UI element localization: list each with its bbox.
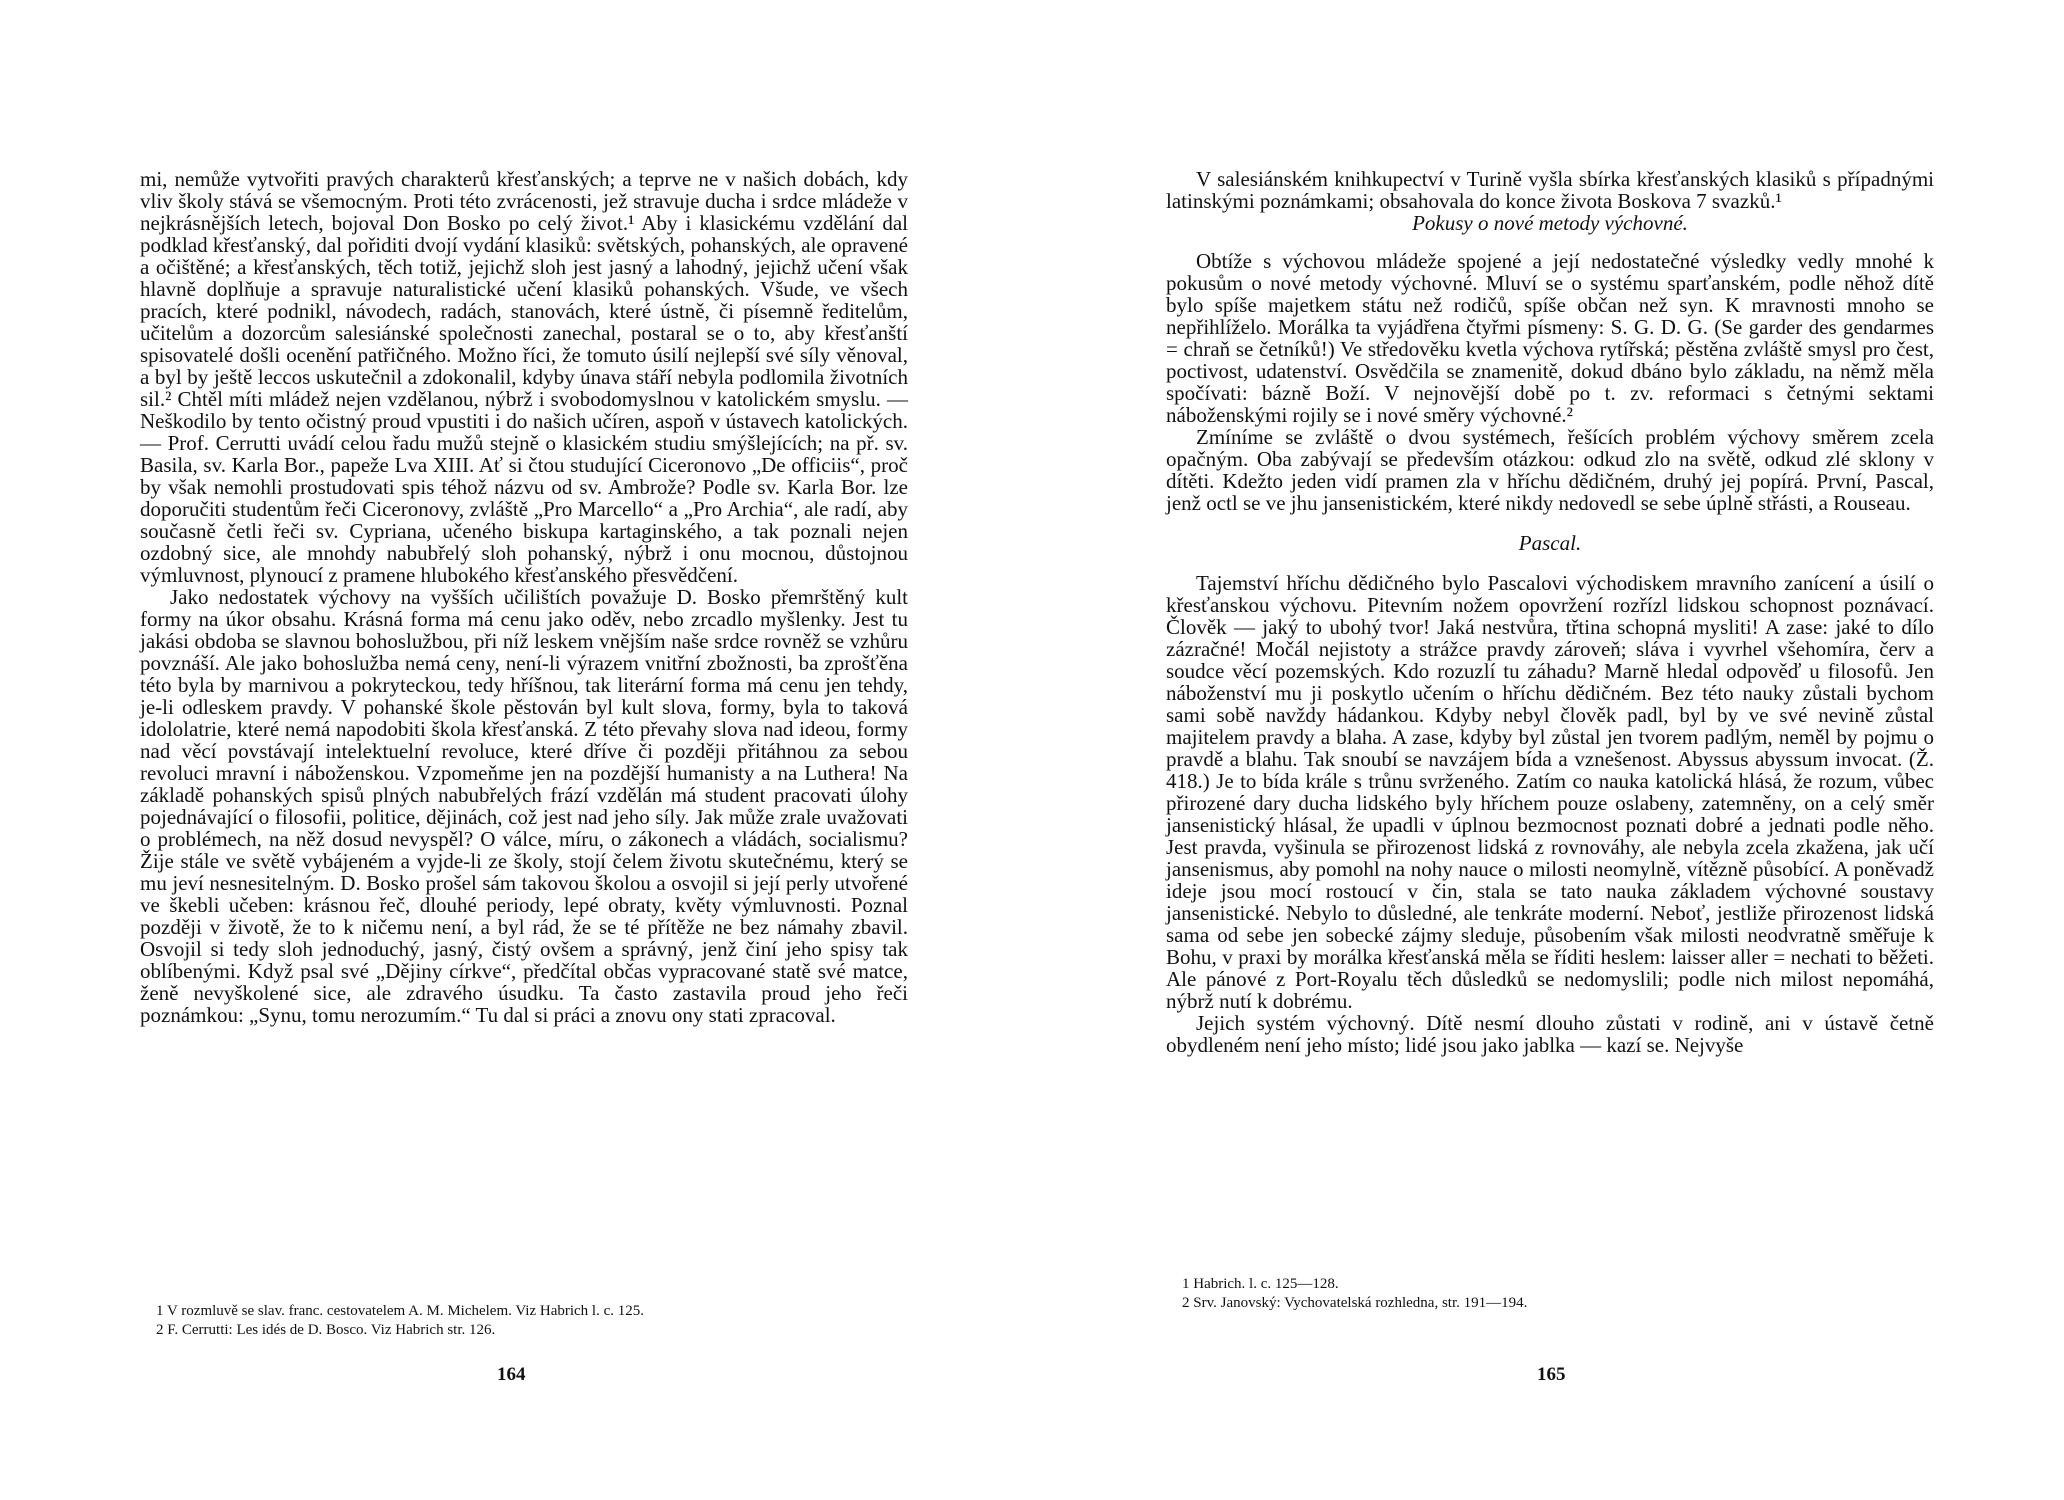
section-heading: Pascal. [1518,531,1582,555]
right-paragraph: Zmíníme se zvláště o dvou systémech, řešících problém výchovy směrem zcela opačným. Oba zabývají se především otázkou: odkud zlo na světě, odkud zlé sklony v dítěti. Kdežto jeden vidí pramen zla v hříchu dědičném, druhý jej popírá. První, Pascal, jenž octl se ve jhu jansenistickém, které nikdy nedovedl se sebe úplně střásti, a Rouseau. [1166,425,1934,515]
section-heading: Pokusy o nové metody výchovné. [1412,211,1688,235]
right-page-body [1166,168,1934,1056]
footnote: 1 V rozmluvě se slav. franc. cestovatelem A. M. Michelem. Viz Habrich l. c. 125. [156,1303,644,1319]
right-page [1032,0,2064,1500]
footnote: 2 F. Cerrutti: Les idés de D. Bosco. Viz Habrich str. 126. [156,1322,496,1338]
left-paragraph-1: mi, nemůže vytvořiti pravých charakterů křesťanských; a teprve ne v našich dobách, kdy vliv školy stává se všemocným. Proti této zvrácenosti, jež stravuje ducha i srdce mládeže v nejkrásnějších letech, bojoval Don Bosko po celý život.¹ Aby i klasickému vzdělání dal podklad křesťanský, dal pořiditi dvojí vydání klasiků: světských, pohanských, ale opravené a očištěné; a křesťanských, těch totiž, jejichž sloh jest jasný a lahodný, jejichž učení však hlavně doplňuje a spravuje naturalistické učení klasiků pohanských. Všude, ve všech pracích, které podnikl, návodech, radách, stanovách, které ústně, či písemně ředitelům, učitelům a dozorcům salesiánské společnosti zanechal, postaral se o to, aby křesťanští spisovatelé došli ocenění patřičného. Možno říci, že tomuto úsilí nejlepší své síly věnoval, a byl by ještě leccos uskutečnil a zdokonalil, kdyby únava stáří nebyla podlomila životních sil.² Chtěl míti mládež nejen vzdělanou, nýbrž i svobodomyslnou v katolickém smyslu. — Neškodilo by tento očistný proud vpustiti i do našich učíren, aspoň v ústavech katolických. — Prof. Cerrutti uvádí celou řadu mužů stejně o klasickém studiu smýšlejících; na př. sv. Basila, sv. Karla Bor., papeže Lva XIII. Ať si čtou studující Ciceronovo „De officiis“, proč by však nemohli prostudovati spis téhož názvu od sv. Ambrože? Podle sv. Karla Bor. lze doporučiti studentům řeči Ciceronovy, zvláště „Pro Marcello“ a „Pro Archia“, ale radí, aby současně četli řeči sv. Cypriana, učeného biskupa kartaginského, a tak poznali nejen ozdobný sice, ale mnohdy nabubřelý sloh pohanský, nýbrž i onu mocnou, důstojnou výmluvnost, plynoucí z pramene hlubokého křesťanského přesvědčení. [140,167,908,587]
right-intro-paragraph: V salesiánském knihkupectví v Turině vyšla sbírka křesťanských klasiků s případnými latinskými poznámkami; obsahovala do konce života Boskova 7 svazků.¹ [1166,167,1934,213]
left-page-body [140,168,908,1026]
right-paragraph: Jejich systém výchovný. Dítě nesmí dlouho zůstati v rodině, ani v ústavě četně obydleném není jeho místo; lidé jsou jako jablka — kazí se. Nejvyše [1166,1011,1934,1057]
footnote: 2 Srv. Janovský: Vychovatelská rozhledna, str. 191—194. [1182,1295,1528,1311]
left-paragraph-2: Jako nedostatek výchovy na vyšších učilištích považuje D. Bosko přemrštěný kult formy na úkor obsahu. Krásná forma má cenu jako oděv, nebo zrcadlo myšlenky. Jest tu jakási obdoba se slavnou bohoslužbou, při níž leskem vnějším naše srdce rovněž se vzhůru povznáší. Ale jako bohoslužba nemá ceny, není-li výrazem vnitřní zbožnosti, ba zprošťěna této byla by marnivou a pokryteckou, tedy hříšnou, tak literární forma má cenu jen tehdy, je-li odleskem pravdy. V pohanské škole pěstován byl kult slova, formy, byla to taková idololatrie, které nemá napodobiti škola křesťanská. Z této převahy slova nad ideou, formy nad věcí povstávají intelektuelní revoluce, které dříve či později přitáhnou za sebou revoluci mravní i náboženskou. Vzpomeňme jen na pozdější humanisty a na Luthera! Na základě pohanských spisů plných nabubřelých frází vzdělán má student pracovati úlohy pojednávající o filosofii, politice, dějinách, což jest nad jeho síly. Jak může zrale uvažovati o problémech, na něž dosud nevyspěl? O válce, míru, o zákonech a vládách, socialismu? Žije stále ve světě vybájeném a vyjde-li ze školy, stojí čelem životu skutečnému, který se mu jeví nesnesitelným. D. Bosko prošel sám takovou školou a osvojil si její perly utvořené ve škebli učeben: krásnou řeč, dlouhé periody, lepé obraty, květy výmluvnosti. Poznal později v životě, že to k ničemu není, a byl rád, že se té přítěže ne bez námahy zbavil. Osvojil si tedy sloh jednoduchý, jasný, čistý ovšem a správný, jenž činí jeho spisy tak oblíbenými. Když psal své „Dějiny církve“, předčítal občas vypracované statě své matce, ženě nevyškolené sice, ale zdravého úsudku. Ta často zastavila proud jeho řeči poznámkou: „Synu, tomu nerozumím.“ Tu dal si práci a znovu ony stati zpracoval. [140,585,908,1027]
right-footnotes [1166,1275,1926,1313]
right-paragraph: Tajemství hříchu dědičného bylo Pascalovi východiskem mravního zanícení a úsilí o křesťanskou výchovu. Pitevním nožem opovržení rozřízl lidskou schopnost poznávací. Člověk — jaký to ubohý tvor! Jaká nestvůra, třtina schopná mysliti! A zase: jaké to dílo zázračné! Močál nejistoty a strážce pravdy zároveň; sláva i vyvrhel všehomíra, červ a soudce věcí pozemských. Kdo rozuzlí tu záhadu? Marně hledal odpověď u filosofů. Jen náboženství mu ji poskytlo učením o hříchu dědičném. Bez této nauky zůstali bychom sami sobě navždy hádankou. Kdyby nebyl člověk padl, byl by ve své nevině zůstal majitelem pravdy a blaha. A zase, kdyby byl zůstal jen tvorem padlým, neměl by pojmu o pravdě a blahu. Tak snoubí se navzájem bída a vznešenost. Abyssus abyssum invocat. (Ž. 418.) Je to bída krále s trůnu svrženého. Zatím co nauka katolická hlásá, že rozum, vůbec přirozené dary ducha lidského byly hříchem pouze oslabeny, zatemněny, on a celý směr jansenistický hlásal, že upadli v úplnou bezmocnost poznati dobré a jednati podle něho. Jest pravda, vyšinula se přirozenost lidská z rovnováhy, ale nebyla zcela zkažena, jak učí jansenismus, aby pomohl na nohy nauce o milosti neomylně, vítězně působící. A poněvadž ideje jsou mocí rostoucí v čin, stala se tato nauka základem výchovné soustavy jansenistické. Nebylo to důsledné, ale tenkráte moderní. Neboť, jestliže přirozenost lidská sama od sebe jen sobecké zájmy sleduje, působením však milosti neodvratně směřuje k Bohu, v praxi by morálka křesťanská měla se říditi heslem: laisser aller = nechati to běžeti. Ale pánové z Port-Royalu těch důsledků se nedomyslili; podle nich milost nepomáhá, nýbrž nutí k dobrému. [1166,571,1934,1013]
left-footnotes [140,1302,900,1340]
right-paragraph: Obtíže s výchovou mládeže spojené a její nedostatečné výsledky vedly mnohé k pokusům o nové metody výchovné. Mluví se o systému sparťanském, podle něhož dítě bylo spíše majetkem státu než rodičů, spíše občan než syn. K mravnosti mnoho se nepřihlíželo. Morálka ta vyjádřena čtyřmi písmeny: S. G. D. G. (Se garder des gendarmes = chraň se četníků!) Ve středověku kvetla výchova rytířská; pěstěna zvláště smysl pro čest, poctivost, udatenství. Osvědčila se znamenitě, dokud dbáno bylo základu, na němž měla spočívati: bázně Boží. V nejnovější době po t. zv. reformaci s četnými sektami náboženskými rojily se i nové směry výchovné.² [1166,249,1934,427]
page-number: 164 [497,1364,526,1385]
page-number: 165 [1537,1364,1566,1385]
footnote: 1 Habrich. l. c. 125—128. [1182,1276,1339,1292]
